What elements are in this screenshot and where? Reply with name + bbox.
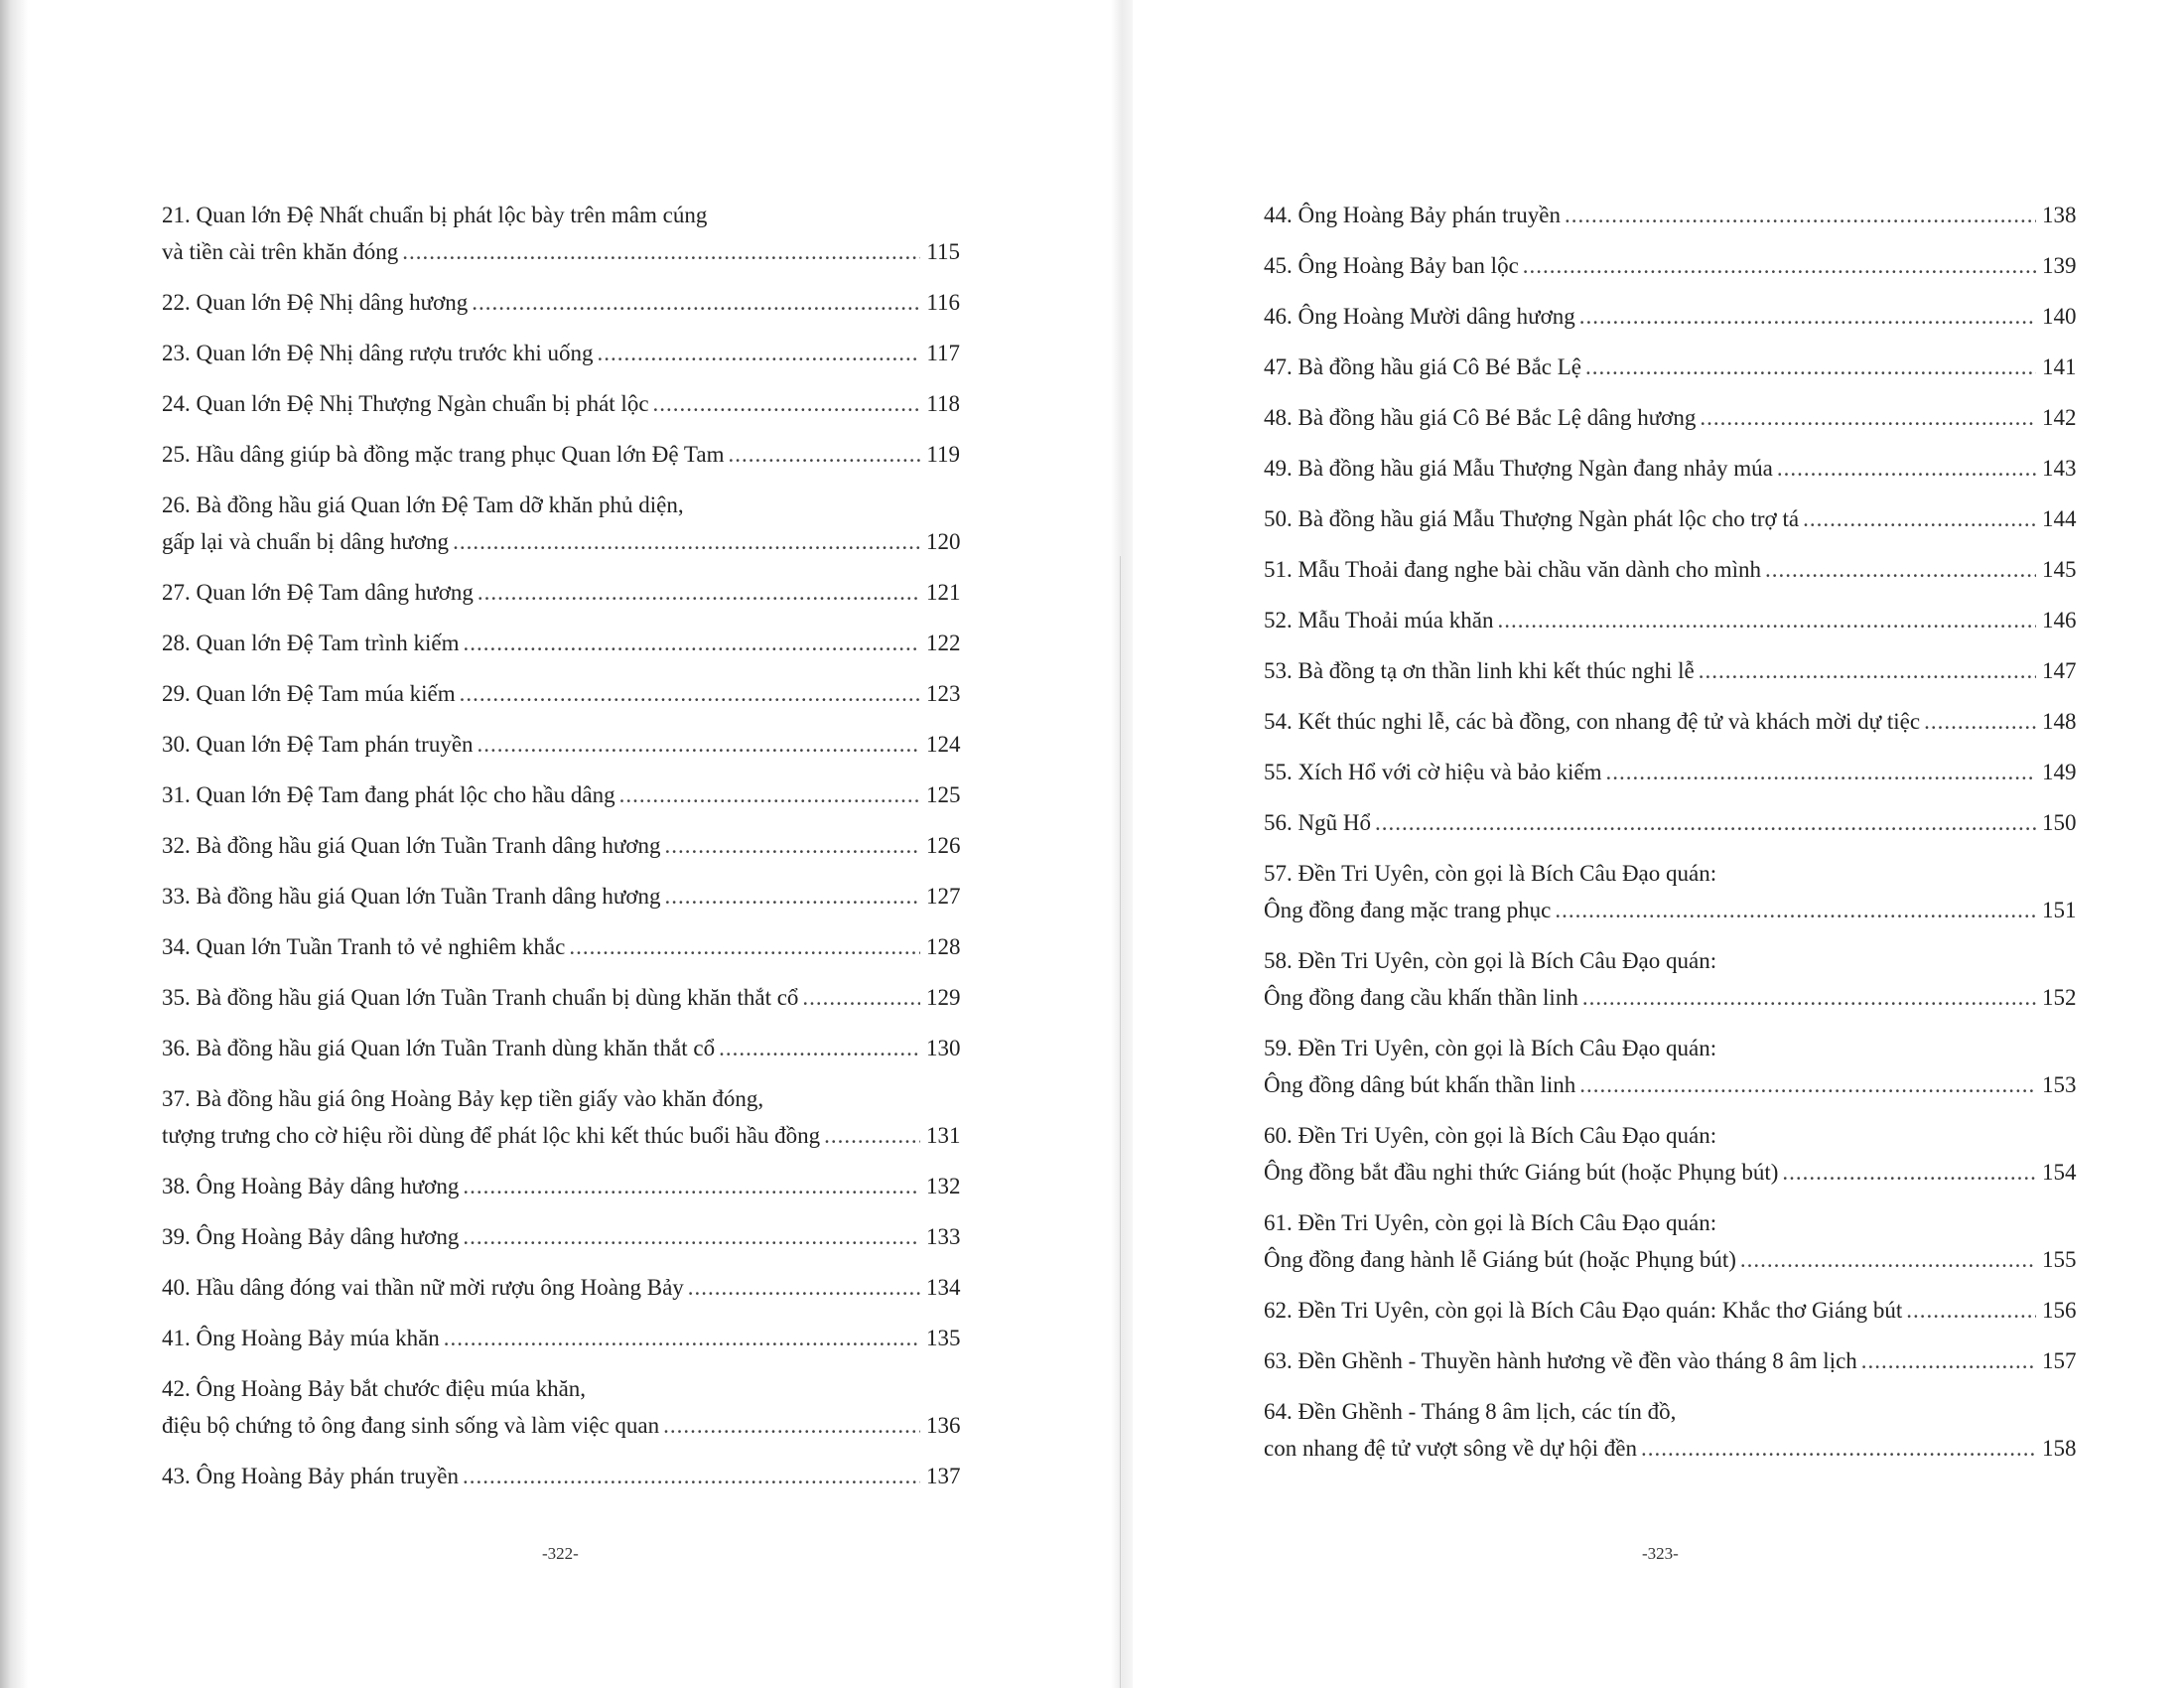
toc-entry-line: 59. Đền Tri Uyên, còn gọi là Bích Câu Đạo quán: xyxy=(1264,1036,1717,1060)
toc-page-number: 118 xyxy=(926,391,960,416)
toc-page-number: 129 xyxy=(926,985,961,1010)
toc-entry xyxy=(162,1320,960,1370)
toc-entry-title: 35. Bà đồng hầu giá Quan lớn Tuần Tranh chuẩn bị dùng khăn thắt cổ xyxy=(162,985,799,1010)
toc-entry-title: 33. Bà đồng hầu giá Quan lớn Tuần Tranh dâng hương xyxy=(162,884,661,909)
toc-entry xyxy=(162,385,960,436)
dot-leader xyxy=(1585,349,2036,385)
toc-entry-last-line xyxy=(162,335,960,371)
toc-entry-line: 26. Bà đồng hầu giá Quan lớn Đệ Tam dỡ khăn phủ diện, xyxy=(162,492,684,517)
toc-entry xyxy=(1264,754,2076,804)
toc-entry-last-line xyxy=(162,928,960,965)
dot-leader xyxy=(1777,450,2036,487)
left-page-number: -322- xyxy=(542,1544,579,1563)
toc-page-number: 136 xyxy=(926,1413,961,1438)
dot-leader xyxy=(688,1269,920,1306)
toc-entry-last-line xyxy=(162,675,960,712)
toc-entry-title: 30. Quan lớn Đệ Tam phán truyền xyxy=(162,732,474,757)
toc-page-number: 148 xyxy=(2042,709,2077,734)
toc-page-number: 115 xyxy=(926,239,960,264)
dot-leader xyxy=(1906,1292,2036,1329)
toc-entry-title: 25. Hầu dâng giúp bà đồng mặc trang phục Quan lớn Đệ Tam xyxy=(162,442,725,467)
toc-entry xyxy=(1264,1204,2076,1292)
toc-entry-title: 63. Đền Ghềnh - Thuyền hành hương về đền vào tháng 8 âm lịch xyxy=(1264,1348,1857,1373)
toc-entry-last-line xyxy=(162,979,960,1016)
center-fold-line xyxy=(1120,556,1121,1688)
right-page-toc xyxy=(1264,197,2076,1480)
toc-entry xyxy=(162,1458,960,1508)
toc-entry-title: điệu bộ chứng tỏ ông đang sinh sống và làm việc quan xyxy=(162,1413,660,1438)
toc-entry-title: 45. Ông Hoàng Bảy ban lộc xyxy=(1264,253,1519,278)
toc-entry xyxy=(162,726,960,776)
toc-entry xyxy=(162,1080,960,1168)
toc-entry xyxy=(162,1218,960,1269)
toc-entry xyxy=(1264,1292,2076,1342)
center-page-edge xyxy=(1111,0,1133,1688)
toc-page-number: 143 xyxy=(2042,456,2077,481)
toc-entry-title: 62. Đền Tri Uyên, còn gọi là Bích Câu Đạo quán: Khắc thơ Giáng bút xyxy=(1264,1298,1903,1323)
dot-leader xyxy=(478,574,920,611)
toc-entry-last-line xyxy=(162,523,960,560)
toc-entry-title: 46. Ông Hoàng Mười dâng hương xyxy=(1264,304,1575,329)
toc-page-number: 140 xyxy=(2042,304,2077,329)
dot-leader xyxy=(1582,979,2036,1016)
toc-entry-last-line xyxy=(162,574,960,611)
toc-page-number: 152 xyxy=(2042,985,2077,1010)
toc-page-number: 122 xyxy=(926,631,961,655)
dot-leader xyxy=(665,878,920,914)
toc-page-number: 149 xyxy=(2042,760,2077,784)
toc-entry-title: 41. Ông Hoàng Bảy múa khăn xyxy=(162,1326,440,1350)
toc-entry-last-line xyxy=(162,1269,960,1306)
toc-page-number: 154 xyxy=(2042,1160,2077,1185)
toc-entry xyxy=(1264,551,2076,602)
toc-entry xyxy=(1264,942,2076,1030)
toc-entry-last-line xyxy=(1264,450,2076,487)
toc-entry-title: 29. Quan lớn Đệ Tam múa kiếm xyxy=(162,681,456,706)
dot-leader xyxy=(478,726,920,763)
toc-entry-title: Ông đồng đang mặc trang phục xyxy=(1264,898,1552,922)
toc-page-number: 123 xyxy=(926,681,961,706)
toc-page-number: 117 xyxy=(926,341,960,365)
toc-entry-last-line xyxy=(1264,1154,2076,1191)
toc-entry xyxy=(1264,1393,2076,1480)
toc-entry-title: 34. Quan lớn Tuần Tranh tỏ vẻ nghiêm khắc xyxy=(162,934,566,959)
left-binding-shadow xyxy=(0,0,28,1688)
toc-entry xyxy=(162,1168,960,1218)
dot-leader xyxy=(1497,602,2036,638)
dot-leader xyxy=(1782,1154,2036,1191)
toc-entry-title: 49. Bà đồng hầu giá Mẫu Thượng Ngàn đang nhảy múa xyxy=(1264,456,1773,481)
dot-leader xyxy=(1579,298,2036,335)
toc-entry xyxy=(1264,703,2076,754)
toc-entry xyxy=(162,335,960,385)
toc-page-number: 135 xyxy=(926,1326,961,1350)
toc-page-number: 138 xyxy=(2042,203,2077,227)
toc-page-number: 127 xyxy=(926,884,961,909)
dot-leader xyxy=(463,1218,920,1255)
toc-entry-line: 61. Đền Tri Uyên, còn gọi là Bích Câu Đạo quán: xyxy=(1264,1210,1717,1235)
toc-page-number: 157 xyxy=(2042,1348,2077,1373)
dot-leader xyxy=(402,233,920,270)
toc-entry-title: 22. Quan lớn Đệ Nhị dâng hương xyxy=(162,290,469,315)
toc-page-number: 133 xyxy=(926,1224,961,1249)
dot-leader xyxy=(597,335,920,371)
toc-page-number: 116 xyxy=(926,290,960,315)
dot-leader xyxy=(802,979,920,1016)
toc-entry xyxy=(162,197,960,284)
toc-entry-last-line xyxy=(1264,1430,2076,1467)
toc-entry-last-line xyxy=(162,1407,960,1444)
toc-page-number: 142 xyxy=(2042,405,2077,430)
toc-page-number: 150 xyxy=(2042,810,2077,835)
toc-entry-line: 60. Đền Tri Uyên, còn gọi là Bích Câu Đạo quán: xyxy=(1264,1123,1717,1148)
toc-entry-title: 23. Quan lớn Đệ Nhị dâng rượu trước khi uống xyxy=(162,341,594,365)
dot-leader xyxy=(1924,703,2036,740)
toc-entry-last-line xyxy=(162,1458,960,1494)
toc-entry-last-line xyxy=(1264,602,2076,638)
toc-entry-line: 42. Ông Hoàng Bảy bắt chước điệu múa khăn, xyxy=(162,1376,587,1401)
toc-entry xyxy=(162,574,960,625)
toc-entry-line: 64. Đền Ghềnh - Tháng 8 âm lịch, các tín đồ, xyxy=(1264,1399,1677,1424)
toc-entry-last-line xyxy=(1264,754,2076,790)
toc-entry xyxy=(162,1030,960,1080)
dot-leader xyxy=(472,284,920,321)
toc-page-number: 158 xyxy=(2042,1436,2077,1461)
toc-entry-last-line xyxy=(1264,551,2076,588)
toc-entry xyxy=(1264,602,2076,652)
left-page-toc xyxy=(162,197,960,1508)
toc-page-number: 145 xyxy=(2042,557,2077,582)
toc-entry-title: Ông đồng bắt đầu nghi thức Giáng bút (hoặc Phụng bút) xyxy=(1264,1160,1779,1185)
toc-page-number: 155 xyxy=(2042,1247,2077,1272)
toc-entry-last-line xyxy=(1264,500,2076,537)
toc-entry xyxy=(162,827,960,878)
toc-entry-last-line xyxy=(162,284,960,321)
dot-leader xyxy=(444,1320,920,1356)
toc-entry-last-line xyxy=(1264,1292,2076,1329)
toc-entry-last-line xyxy=(162,1168,960,1204)
dot-leader xyxy=(1699,652,2036,689)
toc-entry-title: 53. Bà đồng tạ ơn thần linh khi kết thúc nghi lễ xyxy=(1264,658,1695,683)
toc-entry-last-line xyxy=(1264,979,2076,1016)
toc-entry xyxy=(162,979,960,1030)
dot-leader xyxy=(719,1030,920,1066)
toc-entry-title: 54. Kết thúc nghi lễ, các bà đồng, con nhang đệ tử và khách mời dự tiệc xyxy=(1264,709,1921,734)
dot-leader xyxy=(1606,754,2037,790)
toc-entry xyxy=(162,928,960,979)
toc-entry-last-line xyxy=(1264,1241,2076,1278)
dot-leader xyxy=(1740,1241,2036,1278)
toc-entry-title: 27. Quan lớn Đệ Tam dâng hương xyxy=(162,580,474,605)
toc-page-number: 119 xyxy=(926,442,960,467)
toc-entry-line: 58. Đền Tri Uyên, còn gọi là Bích Câu Đạo quán: xyxy=(1264,948,1717,973)
toc-entry-last-line xyxy=(162,1030,960,1066)
toc-entry xyxy=(162,487,960,574)
toc-page-number: 151 xyxy=(2042,898,2077,922)
toc-entry-last-line xyxy=(1264,399,2076,436)
toc-entry xyxy=(162,675,960,726)
toc-entry xyxy=(1264,450,2076,500)
toc-entry-title: 24. Quan lớn Đệ Nhị Thượng Ngàn chuẩn bị phát lộc xyxy=(162,391,649,416)
toc-page-number: 131 xyxy=(926,1123,961,1148)
toc-page-number: 120 xyxy=(926,529,961,554)
toc-entry xyxy=(1264,399,2076,450)
toc-entry-line: 21. Quan lớn Đệ Nhất chuẩn bị phát lộc bày trên mâm cúng xyxy=(162,203,708,227)
toc-page-number: 126 xyxy=(926,833,961,858)
toc-page-number: 125 xyxy=(926,782,961,807)
dot-leader xyxy=(663,1407,920,1444)
toc-entry-last-line xyxy=(1264,1066,2076,1103)
dot-leader xyxy=(569,928,920,965)
toc-entry-last-line xyxy=(1264,1342,2076,1379)
toc-page-number: 137 xyxy=(926,1464,961,1488)
toc-entry-last-line xyxy=(162,625,960,661)
dot-leader xyxy=(460,675,920,712)
dot-leader xyxy=(1861,1342,2036,1379)
toc-entry-title: 55. Xích Hổ với cờ hiệu và bảo kiếm xyxy=(1264,760,1602,784)
toc-page-number: 134 xyxy=(926,1275,961,1300)
toc-entry xyxy=(162,436,960,487)
toc-entry-title: tượng trưng cho cờ hiệu rồi dùng để phát lộc khi kết thúc buổi hầu đồng xyxy=(162,1123,821,1148)
dot-leader xyxy=(1803,500,2036,537)
toc-entry xyxy=(1264,500,2076,551)
dot-leader xyxy=(1523,247,2036,284)
dot-leader xyxy=(463,1458,920,1494)
toc-entry-title: Ông đồng dâng bút khấn thần linh xyxy=(1264,1072,1576,1097)
toc-entry-title: 38. Ông Hoàng Bảy dâng hương xyxy=(162,1174,460,1198)
toc-page-number: 130 xyxy=(926,1036,961,1060)
toc-entry-title: 48. Bà đồng hầu giá Cô Bé Bắc Lệ dâng hương xyxy=(1264,405,1697,430)
toc-page-number: 153 xyxy=(2042,1072,2077,1097)
toc-entry xyxy=(162,1269,960,1320)
toc-entry-last-line xyxy=(162,776,960,813)
toc-page-number: 139 xyxy=(2042,253,2077,278)
toc-entry-title: Ông đồng đang cầu khấn thần linh xyxy=(1264,985,1578,1010)
dot-leader xyxy=(1765,551,2036,588)
toc-entry-last-line xyxy=(1264,247,2076,284)
toc-entry-line: 37. Bà đồng hầu giá ông Hoàng Bảy kẹp tiền giấy vào khăn đóng, xyxy=(162,1086,764,1111)
toc-page-number: 156 xyxy=(2042,1298,2077,1323)
toc-entry-title: 32. Bà đồng hầu giá Quan lớn Tuần Tranh dâng hương xyxy=(162,833,661,858)
toc-entry-title: 39. Ông Hoàng Bảy dâng hương xyxy=(162,1224,460,1249)
toc-page-number: 144 xyxy=(2042,506,2077,531)
dot-leader xyxy=(453,523,920,560)
toc-entry-line: 57. Đền Tri Uyên, còn gọi là Bích Câu Đạo quán: xyxy=(1264,861,1717,886)
dot-leader xyxy=(824,1117,920,1154)
toc-entry xyxy=(1264,1117,2076,1204)
toc-entry-title: 43. Ông Hoàng Bảy phán truyền xyxy=(162,1464,459,1488)
toc-entry-last-line xyxy=(1264,197,2076,233)
dot-leader xyxy=(1700,399,2036,436)
dot-leader xyxy=(1555,892,2036,928)
toc-entry-last-line xyxy=(1264,298,2076,335)
toc-entry-last-line xyxy=(162,827,960,864)
toc-entry-title: con nhang đệ tử vượt sông về dự hội đền xyxy=(1264,1436,1637,1461)
toc-entry-last-line xyxy=(162,233,960,270)
dot-leader xyxy=(619,776,920,813)
toc-entry-title: 40. Hầu dâng đóng vai thần nữ mời rượu ông Hoàng Bảy xyxy=(162,1275,684,1300)
toc-entry-last-line xyxy=(1264,703,2076,740)
toc-entry-last-line xyxy=(162,1320,960,1356)
toc-page-number: 146 xyxy=(2042,608,2077,633)
dot-leader xyxy=(728,436,920,473)
toc-entry-title: 56. Ngũ Hổ xyxy=(1264,810,1371,835)
toc-entry-title: gấp lại và chuẩn bị dâng hương xyxy=(162,529,450,554)
toc-entry xyxy=(1264,855,2076,942)
toc-entry xyxy=(1264,197,2076,247)
toc-entry-last-line xyxy=(1264,892,2076,928)
toc-entry xyxy=(162,1370,960,1458)
toc-entry-title: và tiền cài trên khăn đóng xyxy=(162,239,399,264)
toc-entry xyxy=(162,878,960,928)
toc-entry xyxy=(1264,804,2076,855)
toc-entry-title: 36. Bà đồng hầu giá Quan lớn Tuần Tranh dùng khăn thắt cổ xyxy=(162,1036,716,1060)
toc-entry-last-line xyxy=(162,726,960,763)
toc-page-number: 128 xyxy=(926,934,961,959)
toc-entry xyxy=(1264,349,2076,399)
dot-leader xyxy=(1375,804,2036,841)
toc-entry-title: 50. Bà đồng hầu giá Mẫu Thượng Ngàn phát lộc cho trợ tá xyxy=(1264,506,1800,531)
toc-entry-last-line xyxy=(1264,349,2076,385)
toc-entry-title: Ông đồng đang hành lễ Giáng bút (hoặc Phụng bút) xyxy=(1264,1247,1736,1272)
toc-entry-last-line xyxy=(162,1218,960,1255)
toc-entry-last-line xyxy=(162,1117,960,1154)
dot-leader xyxy=(1579,1066,2036,1103)
toc-entry-title: 28. Quan lớn Đệ Tam trình kiếm xyxy=(162,631,460,655)
toc-entry xyxy=(1264,247,2076,298)
toc-entry-last-line xyxy=(1264,652,2076,689)
toc-entry-last-line xyxy=(162,385,960,422)
right-page-number: -323- xyxy=(1642,1544,1679,1563)
toc-entry xyxy=(162,284,960,335)
toc-entry-title: 51. Mẫu Thoải đang nghe bài chầu văn dành cho mình xyxy=(1264,557,1761,582)
toc-entry xyxy=(1264,298,2076,349)
toc-entry-title: 44. Ông Hoàng Bảy phán truyền xyxy=(1264,203,1561,227)
toc-entry-title: 52. Mẫu Thoải múa khăn xyxy=(1264,608,1494,633)
toc-entry-title: 47. Bà đồng hầu giá Cô Bé Bắc Lệ xyxy=(1264,354,1582,379)
toc-page-number: 124 xyxy=(926,732,961,757)
toc-entry xyxy=(162,776,960,827)
toc-page-number: 141 xyxy=(2042,354,2077,379)
dot-leader xyxy=(464,625,921,661)
dot-leader xyxy=(463,1168,920,1204)
toc-entry xyxy=(1264,652,2076,703)
toc-entry xyxy=(1264,1342,2076,1393)
toc-entry-last-line xyxy=(162,436,960,473)
dot-leader xyxy=(653,385,920,422)
dot-leader xyxy=(1565,197,2036,233)
toc-page-number: 132 xyxy=(926,1174,961,1198)
dot-leader xyxy=(1641,1430,2036,1467)
toc-entry-last-line xyxy=(162,878,960,914)
toc-entry-title: 31. Quan lớn Đệ Tam đang phát lộc cho hầu dâng xyxy=(162,782,615,807)
toc-page-number: 147 xyxy=(2042,658,2077,683)
dot-leader xyxy=(665,827,920,864)
toc-page-number: 121 xyxy=(926,580,961,605)
toc-entry xyxy=(1264,1030,2076,1117)
toc-entry xyxy=(162,625,960,675)
toc-entry-last-line xyxy=(1264,804,2076,841)
